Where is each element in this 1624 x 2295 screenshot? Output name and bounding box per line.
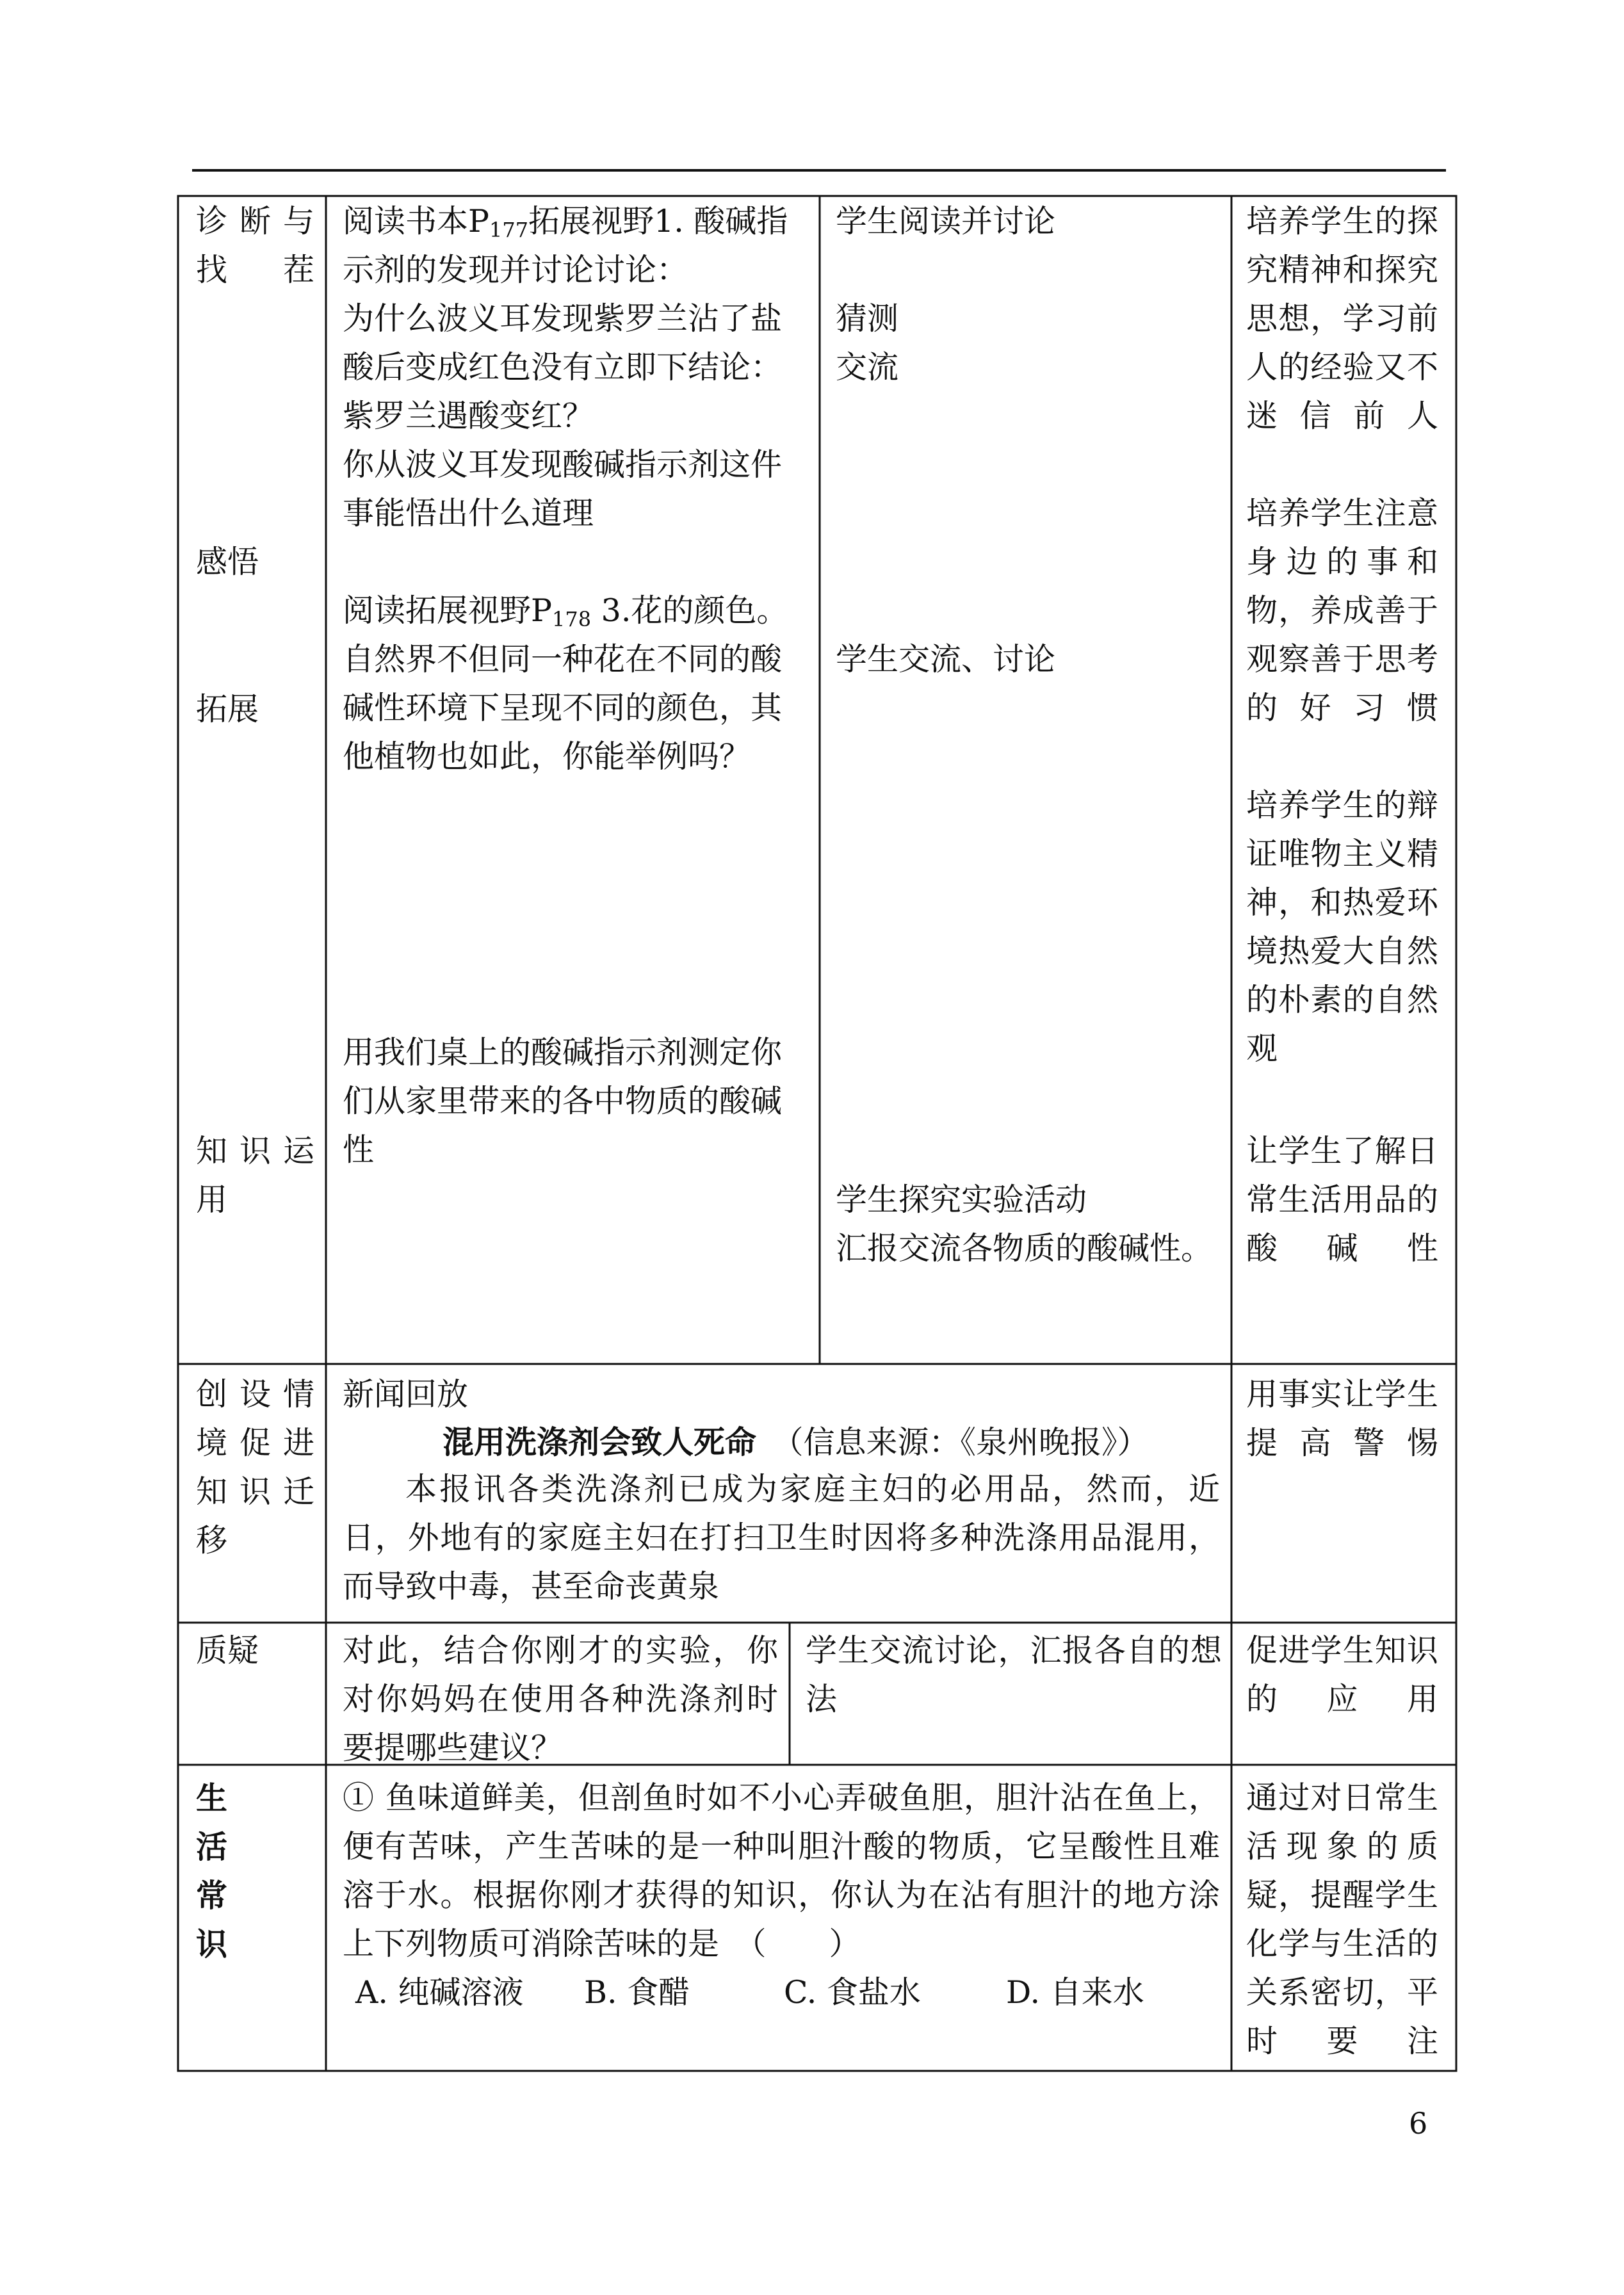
indicator-task: 用我们桌上的酸碱指示剂测定你们从家里带来的各中物质的酸碱性: [343, 1034, 783, 1168]
reading-p178: 阅读拓展视野$P_{178}$ 3.花的颜色。: [343, 592, 788, 631]
row-label-question: 质疑: [196, 1632, 259, 1669]
option-a: A. 纯碱溶液: [355, 1974, 524, 2011]
student-experiment: 学生探究实验活动: [836, 1181, 1087, 1218]
row-label-diagnosis: 诊断与找茬: [196, 203, 314, 288]
news-title: 混用洗涤剂会致人死命: [443, 1423, 757, 1461]
page-number: 6: [1409, 2106, 1428, 2141]
purpose-daily-items: 让学生了解日常生活用品的酸碱性: [1246, 1133, 1438, 1267]
option-c: C. 食盐水: [784, 1974, 921, 2011]
row-label-insight: 感悟: [196, 544, 259, 580]
student-read-discuss: 学生阅读并讨论: [836, 203, 1056, 239]
question-insight: 你从波义耳发现酸碱指示剂这件事能悟出什么道理: [343, 446, 783, 531]
fish-bile-question: ① 鱼味道鲜美，但剖鱼时如不小心弄破鱼胆，胆汁沾在鱼上，便有苦味，产生苦味的是一种叫胆汁酸的物质，它呈酸性且难溶于水。根据你刚才获得的知识，你认为在沾有胆汁的地方涂上下列物质可消除苦味的是 （ ）: [343, 1780, 1220, 1962]
purpose-application: 促进学生知识的应用: [1246, 1632, 1438, 1717]
student-discuss-2: 学生交流、讨论: [836, 641, 1056, 677]
purpose-materialism: 培养学生的辩证唯物主义精神，和热爱环境热爱大自然的朴素的自然观: [1246, 787, 1438, 1067]
purpose-observe: 培养学生注意身边的事和物，养成善于观察善于思考的好习惯: [1246, 495, 1438, 726]
row-label-application: 知识运用: [196, 1133, 314, 1218]
news-title-line: [343, 1418, 1220, 1467]
row-label-life-4: 识: [196, 1926, 228, 1963]
student-guess: 猜测: [836, 300, 899, 337]
purpose-inquiry: 培养学生的探究精神和探究思想，学习前人的经验又不迷信前人: [1246, 203, 1438, 434]
answer-options: [355, 1968, 1226, 2017]
purpose-alert: 用事实让学生提高警惕: [1246, 1376, 1438, 1461]
student-discuss-report: 学生交流讨论，汇报各自的想法: [806, 1632, 1222, 1717]
option-d: D. 自来水: [1006, 1974, 1144, 2011]
news-body: 本报讯各类洗涤剂已成为家庭主妇的必用品，然而，近日，外地有的家庭主妇在打扫卫生时因将多种洗涤用品混用，而导致中毒，甚至命丧黄泉: [343, 1471, 1220, 1605]
row-label-life-3: 常: [196, 1877, 228, 1914]
question-suggestion: 对此，结合你刚才的实验，你对你妈妈在使用各种洗涤剂时要提哪些建议？: [343, 1632, 778, 1766]
question-boyle: 为什么波义耳发现紫罗兰沾了盐酸后变成红色没有立即下结论：紫罗兰遇酸变红？: [343, 300, 783, 434]
row-label-scenario: 创设情境促进知识迁移: [196, 1376, 314, 1559]
option-b: B. 食醋: [584, 1974, 690, 2011]
flower-color-text: 自然界不但同一种花在不同的酸碱性环境下呈现不同的颜色，其他植物也如此，你能举例吗？: [343, 641, 783, 775]
student-report: 汇报交流各物质的酸碱性。: [836, 1230, 1213, 1267]
news-source: （信息来源：《泉州晚报》）: [788, 1424, 1149, 1461]
row-label-life-1: 生: [196, 1780, 228, 1817]
row-label-extension: 拓展: [196, 691, 259, 727]
student-exchange: 交流: [836, 349, 899, 385]
purpose-life-chemistry: 通过对日常生活现象的质疑，提醒学生化学与生活的关系密切，平时要注: [1246, 1780, 1438, 2059]
news-heading: 新闻回放: [343, 1376, 469, 1413]
row-label-life-2: 活: [196, 1828, 228, 1865]
reading-p177: 阅读书本$P_{177}$拓展视野1. 酸碱指示剂的发现并讨论讨论：: [343, 203, 788, 288]
